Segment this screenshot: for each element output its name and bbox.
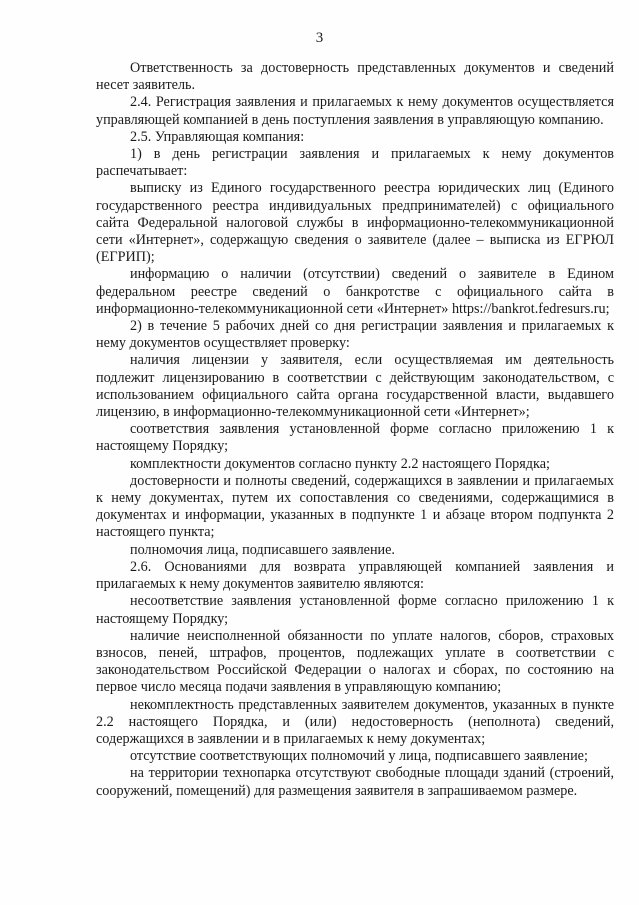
document-body [96, 60, 614, 800]
paragraph-form-noncompliance: несоответствие заявления установленной форме согласно приложению 1 к настоящему Порядку; [96, 593, 614, 627]
paragraph-tax-debt: наличие неисполненной обязанности по уплате налогов, сборов, страховых взносов, пеней, штрафов, процентов, подлежащих уплате в соответствии с законодательством Российской Федерации о налогах и сборах, по состоянию на первое число месяца подачи заявления в управляющую компанию; [96, 627, 614, 696]
paragraph-2-4: 2.4. Регистрация заявления и прилагаемых к нему документов осуществляется управляющей компанией в день поступления заявления в управляющую компанию. [96, 94, 614, 128]
paragraph-authority: полномочия лица, подписавшего заявление. [130, 541, 395, 558]
paragraph-2-6: 2.6. Основаниями для возврата управляющей компанией заявления и прилагаемых к нему документов заявителю являются: [96, 558, 614, 593]
paragraph-egrul-extract: выписку из Единого государственного реестра юридических лиц (Единого государственного реестра индивидуальных предпринимателей) с официального сайта Федеральной налоговой службы в информационно-телекоммуникационной сети «Интернет», содержащую сведения о заявителе (далее – выписка из ЕГРЮЛ (ЕГРИП); [96, 180, 614, 266]
paragraph-responsibility: Ответственность за достоверность представленных документов и сведений несет заявитель. [96, 60, 614, 94]
paragraph-incompleteness: некомплектность представленных заявителем документов, указанных в пункте 2.2 настоящего Порядка, и (или) недостоверность (неполнота) сведений, содержащихся в заявлении и в прилагаемых к нему документах; [96, 696, 614, 747]
paragraph-no-authority: отсутствие соответствующих полномочий у лица, подписавшего заявление; [130, 748, 588, 765]
paragraph-2-5: 2.5. Управляющая компания: [130, 128, 305, 145]
paragraph-2-5-2: 2) в течение 5 рабочих дней со дня регистрации заявления и прилагаемых к нему документов осуществляет проверку: [96, 318, 614, 352]
paragraph-no-space: на территории технопарка отсутствуют свободные площади зданий (строений, сооружений, помещений) для размещения заявителя в запрашиваемом размере. [96, 765, 614, 799]
paragraph-accuracy: достоверности и полноты сведений, содержащихся в заявлении и прилагаемых к нему документах, путем их сопоставления со сведениями, содержащимися в документах и информации, указанных в подпункте 1 и абзаце втором подпункта 2 настоящего пункта; [96, 472, 614, 541]
paragraph-form-compliance: соответствия заявления установленной форме согласно приложению 1 к настоящему Порядку; [96, 421, 614, 455]
page-number: 3 [315, 30, 324, 46]
paragraph-license-check: наличия лицензии у заявителя, если осуществляемая им деятельность подлежит лицензированию в соответствии с действующим законодательством, с использованием официального сайта органа государственной власти, выдавшего лицензию, в информационно-телекоммуникационной сети «Интернет»; [96, 352, 614, 421]
paragraph-bankruptcy-info: информацию о наличии (отсутствии) сведений о заявителе в Едином федеральном реестре сведений о банкротстве с официального сайта в информационно-телекоммуникационной сети «Интернет» https://bankrot.fedresurs.ru; [96, 266, 614, 317]
paragraph-2-5-1: 1) в день регистрации заявления и прилагаемых к нему документов распечатывает: [96, 146, 614, 180]
paragraph-completeness: комплектности документов согласно пункту 2.2 настоящего Порядка; [130, 455, 550, 472]
